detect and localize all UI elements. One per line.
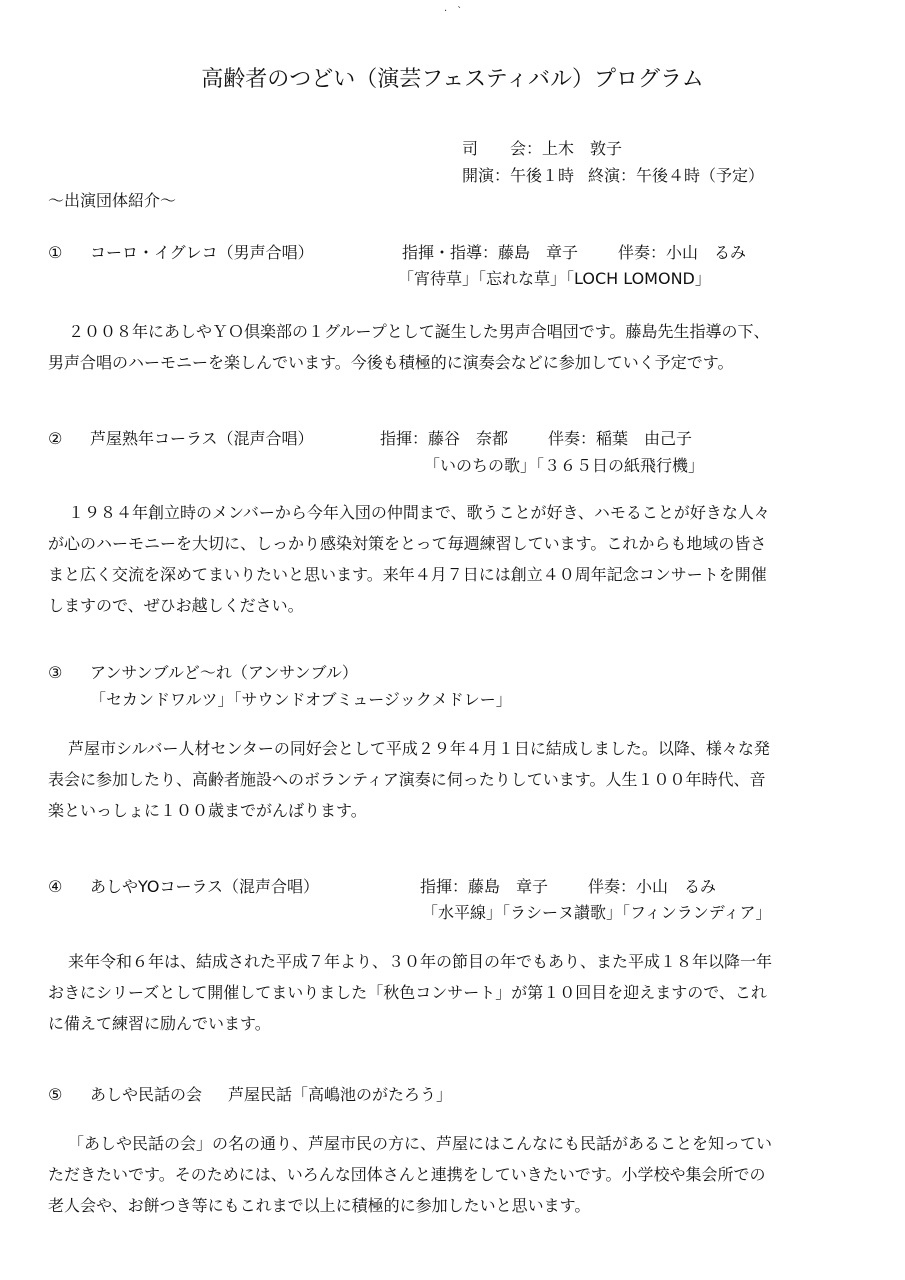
group-name: アンサンブルど～れ（アンサンブル） [90,663,358,682]
mc-name: 上木 敦子 [542,139,623,158]
group-songs: 「セカンドワルツ」「サウンドオブミュージックメドレー」 [90,690,512,709]
group-header [48,874,716,897]
group-songs: 芦屋民話「高嶋池のがたろう」 [228,1085,453,1104]
group-description [48,497,860,621]
scan-speck: · ` [444,6,463,17]
group-accompanist: 伴奏：小山 るみ [588,877,717,896]
group-description [48,946,860,1039]
group-songs: 「水平線」「ラシーヌ讃歌」「フィンランディア」 [422,903,772,922]
group-number: ② [48,429,63,448]
description-line: 男声合唱のハーモニーを楽しんでいます。今後も積極的に演奏会などに参加していく予定です。 [48,353,734,372]
group-header [48,426,692,449]
close-label: 終演： [588,166,637,185]
group-conductor: 指揮・指導：藤島 章子 [402,243,579,262]
group-description [48,733,860,826]
group-number: ③ [48,663,63,682]
group-name: 芦屋熟年コーラス（混声合唱） [90,429,314,448]
group-number: ① [48,243,63,262]
description-line: 来年令和６年は、結成された平成７年より、３０年の節目の年でもあり、また平成１８年以降一年 [68,952,773,971]
time-line [462,163,764,186]
group-number: ④ [48,877,63,896]
section-heading: ～出演団体紹介～ [48,191,177,210]
group-number: ⑤ [48,1085,63,1104]
description-line: に備えて練習に励んでいます。 [48,1014,271,1033]
group-header [48,660,358,683]
group-accompanist: 伴奏：小山 るみ [618,243,747,262]
description-line: 老人会や、お餅つき等にもこれまで以上に積極的に参加したいと思います。 [48,1196,591,1215]
group-accompanist: 伴奏：稲葉 由己子 [548,429,693,448]
group-header [48,240,746,263]
description-line: まと広く交流を深めてまいりたいと思います。来年４月７日には創立４０周年記念コンサートを開催 [48,565,767,584]
description-line: しますので、ぜひお越しください。 [48,596,304,615]
description-line: ２００８年にあしやＹＯ倶楽部の１グループとして誕生した男声合唱団です。藤島先生指導の下、 [68,322,770,341]
open-label: 開演： [462,166,511,185]
description-line: 楽といっしょに１００歳までがんばります。 [48,801,367,820]
group-songs: 「宵待草」「忘れな草」「LOCH LOMOND」 [398,269,711,288]
description-line: 「あしや民話の会」の名の通り、芦屋市民の方に、芦屋にはこんなにも民話があることを知ってい [68,1134,773,1153]
group-songs: 「いのちの歌」「３６５日の紙飛行機」 [424,456,705,475]
group-name: あしや民話の会 [90,1085,203,1104]
group-name: コーロ・イグレコ（男声合唱） [90,243,314,262]
group-header [48,1082,452,1105]
description-line: 表会に参加したり、高齢者施設へのボランティア演奏に伺ったりしています。人生１００年時代、音 [48,770,766,789]
description-line: ただきたいです。そのためには、いろんな団体さんと連携をしていきたいです。小学校や集会所での [48,1165,766,1184]
group-description [48,1128,860,1221]
group-conductor: 指揮：藤谷 奈都 [380,429,509,448]
description-line: おきにシリーズとして開催してまいりました「秋色コンサート」が第１０回目を迎えますので、これ [48,983,767,1002]
group-conductor: 指揮：藤島 章子 [420,877,549,896]
description-line: が心のハーモニーを大切に、しっかり感染対策をとって毎週練習しています。これからも地域の皆さ [48,534,767,553]
open-time: 午後１時 [510,166,575,185]
close-time: 午後４時（予定） [636,166,765,185]
mc-label: 司 会： [462,139,543,158]
description-line: 芦屋市シルバー人材センターの同好会として平成２９年４月１日に結成しました。以降、様々な発 [68,739,770,758]
mc-line [462,136,622,159]
description-line: １９８４年創立時のメンバーから今年入団の仲間まで、歌うことが好き、ハモることが好きな人々 [68,503,770,522]
group-name: あしやYOコーラス（混声合唱） [90,877,320,896]
group-description [48,316,860,378]
page-title: 高齢者のつどい（演芸フェスティバル）プログラム [201,67,704,92]
